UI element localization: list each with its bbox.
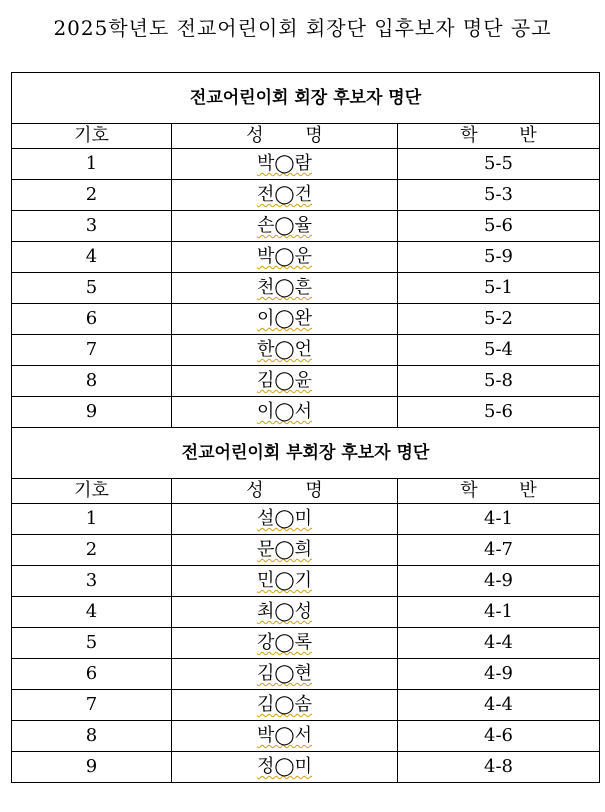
cell-grade: 5-9 — [398, 242, 600, 273]
candidate-name: 한◯언 — [257, 339, 312, 360]
table-row — [12, 721, 600, 752]
section-heading: 전교어린이회 부회장 후보자 명단 — [12, 428, 600, 479]
cell-name — [172, 535, 398, 566]
cell-grade: 4-1 — [398, 504, 600, 535]
cell-grade: 4-6 — [398, 721, 600, 752]
cell-name — [172, 721, 398, 752]
table-row — [12, 366, 600, 397]
column-header-grade: 학 반 — [398, 124, 600, 149]
candidate-name: 김◯현 — [257, 663, 312, 684]
cell-grade: 4-4 — [398, 628, 600, 659]
cell-grade: 4-8 — [398, 752, 600, 783]
cell-name — [172, 180, 398, 211]
cell-num: 3 — [12, 566, 172, 597]
table-row — [12, 504, 600, 535]
cell-grade: 4-9 — [398, 659, 600, 690]
candidate-name: 전◯건 — [257, 184, 312, 205]
candidate-name: 민◯기 — [257, 570, 312, 591]
section-heading: 전교어린이회 회장 후보자 명단 — [12, 73, 600, 124]
cell-grade: 4-4 — [398, 690, 600, 721]
cell-name — [172, 335, 398, 366]
column-header-grade: 학 반 — [398, 479, 600, 504]
column-header-num: 기호 — [12, 124, 172, 149]
column-header-row — [12, 124, 600, 149]
cell-grade: 5-6 — [398, 397, 600, 428]
candidate-name: 강◯록 — [257, 632, 312, 653]
cell-num: 2 — [12, 180, 172, 211]
page-title: 2025학년도 전교어린이회 회장단 입후보자 명단 공고 — [53, 16, 552, 40]
candidate-name: 김◯윤 — [257, 370, 312, 391]
table-row — [12, 597, 600, 628]
table-row — [12, 628, 600, 659]
candidate-name: 박◯람 — [257, 153, 312, 174]
cell-grade: 4-1 — [398, 597, 600, 628]
cell-num: 2 — [12, 535, 172, 566]
candidate-name: 이◯완 — [257, 308, 312, 329]
candidate-name: 박◯운 — [257, 246, 312, 267]
section-president — [12, 73, 600, 124]
cell-name — [172, 242, 398, 273]
candidate-name: 정◯미 — [257, 756, 312, 777]
cell-grade: 5-1 — [398, 273, 600, 304]
table-row — [12, 690, 600, 721]
cell-grade: 5-8 — [398, 366, 600, 397]
candidate-name: 최◯성 — [257, 601, 312, 622]
table-row — [12, 566, 600, 597]
cell-grade: 5-2 — [398, 304, 600, 335]
table-row — [12, 397, 600, 428]
cell-name — [172, 211, 398, 242]
cell-num: 7 — [12, 335, 172, 366]
table-row — [12, 242, 600, 273]
cell-grade: 4-7 — [398, 535, 600, 566]
table-row — [12, 659, 600, 690]
candidate-name: 천◯흔 — [257, 277, 312, 298]
table-row — [12, 273, 600, 304]
cell-name — [172, 690, 398, 721]
cell-name — [172, 566, 398, 597]
cell-num: 5 — [12, 273, 172, 304]
cell-grade: 4-9 — [398, 566, 600, 597]
candidate-name: 설◯미 — [257, 508, 312, 529]
cell-num: 4 — [12, 242, 172, 273]
table-row — [12, 149, 600, 180]
cell-name — [172, 273, 398, 304]
table-row — [12, 335, 600, 366]
candidate-name: 박◯서 — [257, 725, 312, 746]
candidate-table — [11, 72, 600, 783]
candidate-name: 이◯서 — [257, 401, 312, 422]
table-row — [12, 752, 600, 783]
cell-name — [172, 659, 398, 690]
section-vice-president — [12, 428, 600, 479]
cell-num: 6 — [12, 304, 172, 335]
table-row — [12, 211, 600, 242]
cell-name — [172, 504, 398, 535]
cell-name — [172, 149, 398, 180]
cell-num: 9 — [12, 752, 172, 783]
cell-grade: 5-4 — [398, 335, 600, 366]
cell-name — [172, 628, 398, 659]
cell-num: 1 — [12, 504, 172, 535]
table-row — [12, 535, 600, 566]
candidate-name: 손◯율 — [257, 215, 312, 236]
candidate-name: 김◯솜 — [257, 694, 312, 715]
cell-num: 6 — [12, 659, 172, 690]
cell-num: 8 — [12, 366, 172, 397]
cell-num: 4 — [12, 597, 172, 628]
cell-num: 3 — [12, 211, 172, 242]
cell-name — [172, 597, 398, 628]
cell-num: 1 — [12, 149, 172, 180]
cell-name — [172, 304, 398, 335]
cell-name — [172, 752, 398, 783]
column-header-name: 성 명 — [172, 124, 398, 149]
table-row — [12, 180, 600, 211]
cell-num: 9 — [12, 397, 172, 428]
candidate-name: 문◯희 — [257, 539, 312, 560]
cell-name — [172, 397, 398, 428]
cell-grade: 5-6 — [398, 211, 600, 242]
cell-num: 8 — [12, 721, 172, 752]
column-header-name: 성 명 — [172, 479, 398, 504]
cell-num: 5 — [12, 628, 172, 659]
cell-grade: 5-5 — [398, 149, 600, 180]
cell-num: 7 — [12, 690, 172, 721]
cell-name — [172, 366, 398, 397]
table-row — [12, 304, 600, 335]
cell-grade: 5-3 — [398, 180, 600, 211]
column-header-num: 기호 — [12, 479, 172, 504]
column-header-row — [12, 479, 600, 504]
candidate-table-body — [12, 73, 600, 783]
